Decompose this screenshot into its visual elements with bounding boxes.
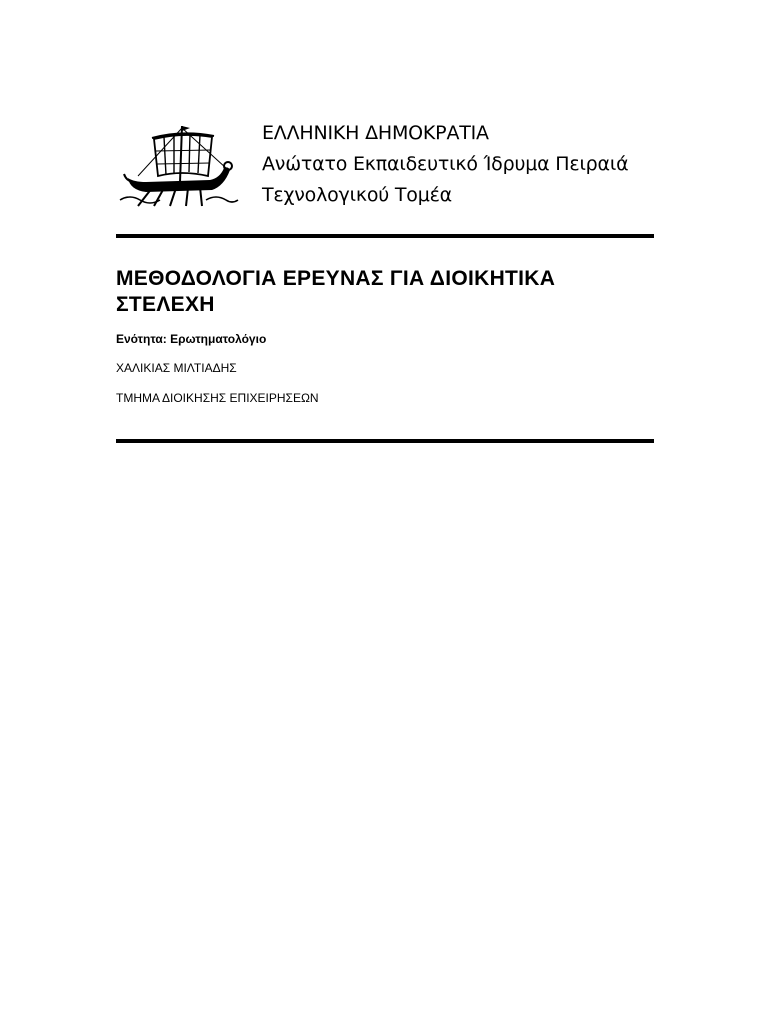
section-label: Ενότητα: Ερωτηματολόγιο <box>116 332 267 346</box>
author-name: ΧΑΛΙΚΙΑΣ ΜΙΛΤΙΑΔΗΣ <box>116 361 237 375</box>
header-line-institution: Ανώτατο Εκπαιδευτικό Ίδρυμα Πειραιά <box>262 153 629 175</box>
header-line-sector: Τεχνολογικού Τομέα <box>262 184 452 206</box>
bottom-divider <box>116 439 654 443</box>
document-title: ΜΕΘΟΔΟΛΟΓΙΑ ΕΡΕΥΝΑΣ ΓΙΑ ΔΙΟΙΚΗΤΙΚΑ ΣΤΕΛΕΧΗ <box>116 267 556 316</box>
ancient-ship-icon <box>116 120 242 210</box>
header-text-block <box>262 118 628 211</box>
header-line-country: ΕΛΛΗΝΙΚΗ ΔΗΜΟΚΡΑΤΙΑ <box>262 122 489 144</box>
document-header <box>116 118 656 218</box>
department-name: ΤΜΗΜΑ ΔΙΟΙΚΗΣΗΣ ΕΠΙΧΕΙΡΗΣΕΩΝ <box>116 391 319 405</box>
top-divider <box>116 234 654 238</box>
